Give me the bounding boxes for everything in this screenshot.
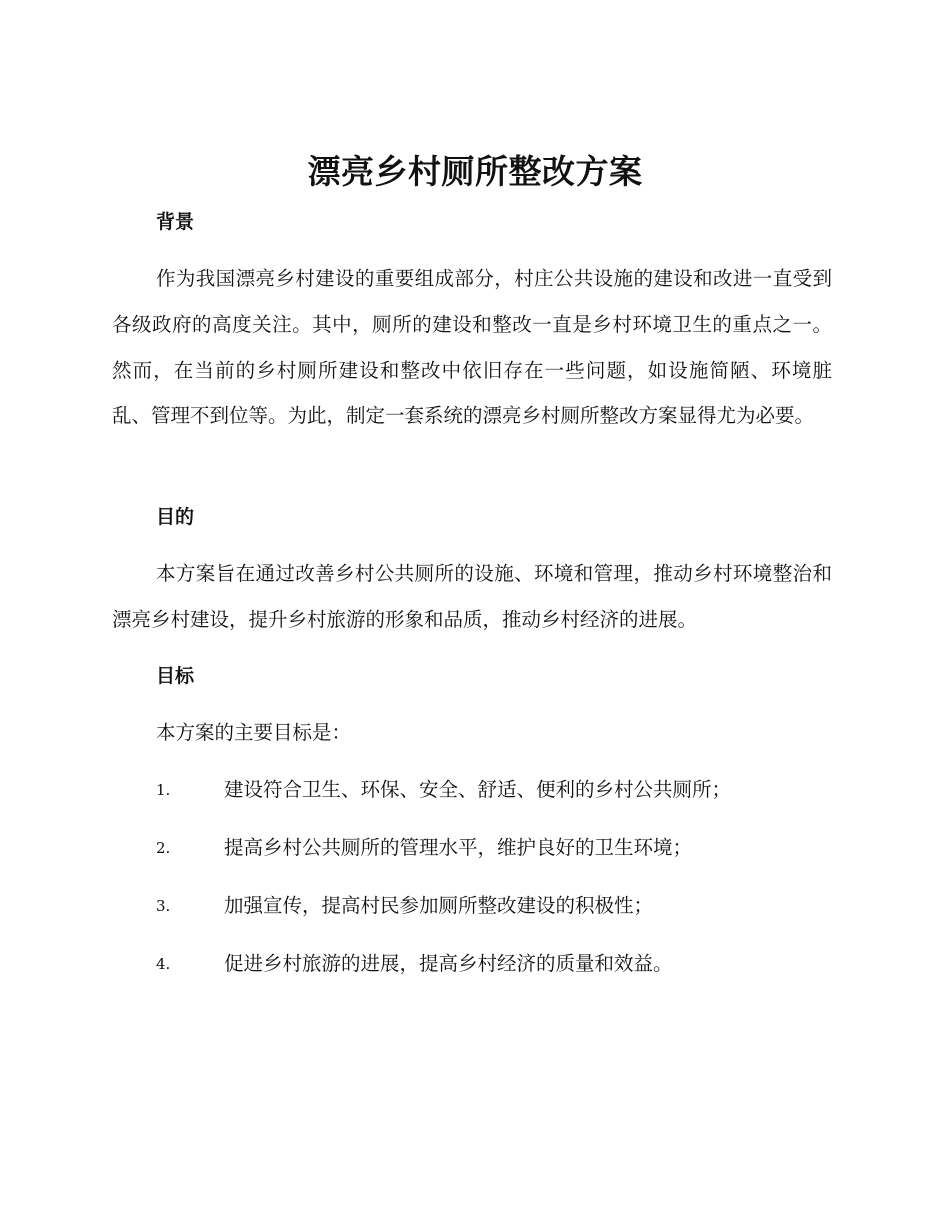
list-item (156, 946, 836, 1004)
section-heading-purpose: 目的 (156, 506, 195, 528)
list-item-text: 提高乡村公共厕所的管理水平，维护良好的卫生环境； (224, 836, 693, 859)
list-item-text: 建设符合卫生、环保、安全、舒适、便利的乡村公共厕所； (224, 778, 732, 801)
list-item (156, 830, 836, 888)
list-item (156, 888, 836, 946)
list-item-number: 3. (156, 897, 171, 915)
section-heading-goals: 目标 (156, 665, 195, 687)
list-item-number: 4. (156, 955, 171, 973)
list-item-text: 促进乡村旅游的进展，提高乡村经济的质量和效益。 (224, 952, 673, 975)
list-item (156, 772, 836, 830)
document-title: 漂亮乡村厕所整改方案 (307, 152, 643, 191)
section-paragraph-purpose: 本方案旨在通过改善乡村公共厕所的设施、环境和管理，推动乡村环境整治和漂亮乡村建设，提升乡村旅游的形象和品质，推动乡村经济的进展。 (112, 562, 832, 631)
goals-intro: 本方案的主要目标是： (156, 721, 352, 744)
goals-list (156, 772, 836, 1004)
list-item-number: 1. (156, 781, 171, 799)
list-item-number: 2. (156, 839, 171, 857)
list-item-text: 加强宣传，提高村民参加厕所整改建设的积极性； (224, 894, 654, 917)
section-heading-background: 背景 (156, 211, 195, 233)
section-paragraph-background: 作为我国漂亮乡村建设的重要组成部分，村庄公共设施的建设和改进一直受到各级政府的高度关注。其中，厕所的建设和整改一直是乡村环境卫生的重点之一。然而，在当前的乡村厕所建设和整改中依旧存在一些问题，如设施简陋、环境脏乱、管理不到位等。为此，制定一套系统的漂亮乡村厕所整改方案显得尤为必要。 (112, 267, 832, 428)
